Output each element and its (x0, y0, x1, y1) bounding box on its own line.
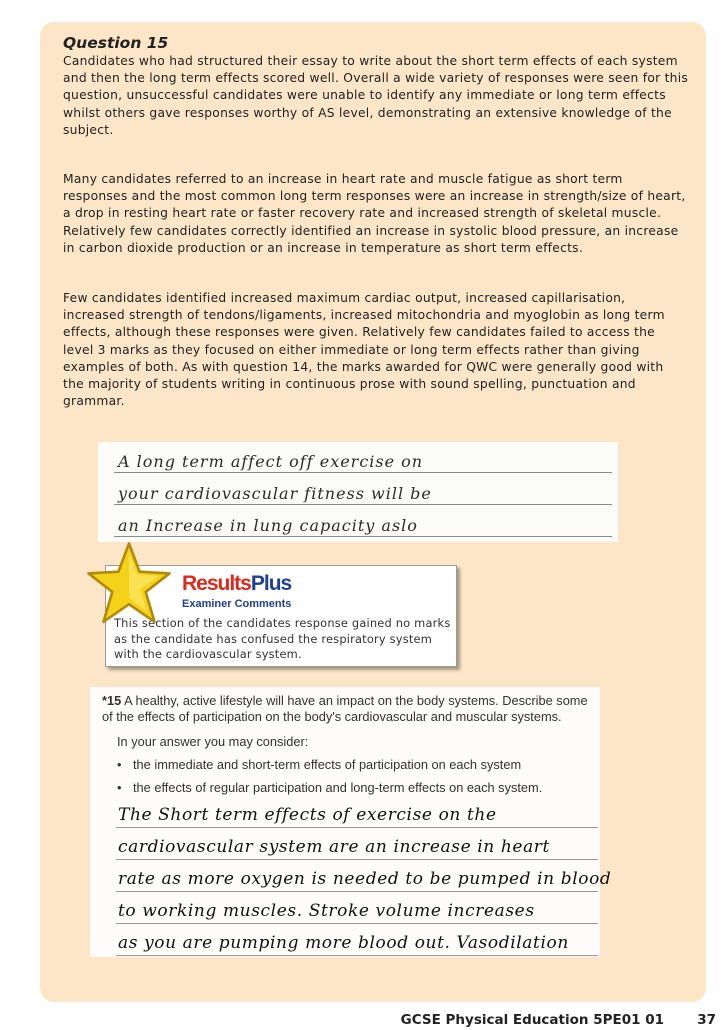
answer-rule (116, 955, 598, 956)
answer-line-5: as you are pumping more blood out. Vasodilation (118, 933, 569, 953)
answer-line-4: to working muscles. Stroke volume increases (118, 901, 535, 921)
exam-question (102, 693, 592, 725)
paragraph-1: Candidates who had structured their essay to write about the short term effects of each system and then the long term effects scored well. Overall a wide variety of responses were seen for this question, unsuccessful candidates were unable to identify any immediate or long term effects whilst others gave responses worthy of AS level, demonstrating an extensive knowledge of the subject. (63, 54, 689, 137)
consider-label: In your answer you may consider: (117, 734, 309, 749)
handwriting-line-1: A long term affect off exercise on (118, 452, 424, 471)
paragraph-3: Few candidates identified increased maximum cardiac output, increased capillarisation, increased strength of tendons/ligaments, increased mitochondria and myoglobin as long term effects, although these responses were given. Relatively few candidates failed to access the level 3 marks as they focused on either immediate or long term effects rather than giving examples of both. As with question 14, the marks awarded for QWC were generally good with the majority of students writing in continuous prose with sound spelling, punctuation and grammar. (63, 291, 665, 409)
logo-plus-text: Plus (250, 572, 292, 595)
answer-rule (116, 891, 598, 892)
ruled-line (114, 472, 612, 473)
paragraph-2: Many candidates referred to an increase in heart rate and muscle fatigue as short term responses and the most common long term responses were an increase in strength/size of heart, a drop in resting heart rate or faster recovery rate and increased strength of skeletal muscle. Relatively few candidates correctly identified an increase in systolic blood pressure, an increase in carbon dioxide production or an increase in temperature as short term effects. (63, 172, 686, 255)
handwriting-line-2: your cardiovascular fitness will be (118, 484, 432, 503)
question-number: *15 (102, 693, 122, 708)
bullet-text: the effects of regular participation and long-term effects on each system. (133, 780, 543, 795)
answer-rule (116, 923, 598, 924)
exam-extract (90, 687, 612, 957)
answer-line-3: rate as more oxygen is needed to be pumped in blood (118, 869, 612, 889)
ruled-line (114, 536, 612, 537)
question-section (63, 34, 688, 410)
answer-line-2: cardiovascular system are an increase in heart (118, 837, 550, 857)
ruled-line (114, 504, 612, 505)
page-number: 37 (697, 1012, 716, 1028)
footer-title: GCSE Physical Education 5PE01 01 (400, 1012, 664, 1028)
star-icon (85, 540, 173, 628)
logo-results-text: Results (182, 572, 251, 595)
examiner-comments-heading: Examiner Comments (182, 598, 292, 610)
question-title: Question 15 (63, 34, 169, 52)
handwriting-line-3: an Increase in lung capacity aslo (118, 516, 418, 535)
bullet-item-1: • the immediate and short-term effects of participation on each system (117, 757, 522, 772)
bullet-text: the immediate and short-term effects of participation on each system (133, 757, 522, 772)
question-text: A healthy, active lifestyle will have an impact on the body systems. Describe some of the effects of participation on the body's cardiovascular and muscular systems. (102, 693, 588, 724)
results-plus-logo (182, 572, 291, 596)
answer-line-1: The Short term effects of exercise on the (118, 805, 497, 825)
page-footer (0, 1010, 728, 1030)
answer-rule (116, 827, 598, 828)
handwriting-sample-1 (98, 442, 618, 542)
answer-rule (116, 859, 598, 860)
examiner-comment-text: This section of the candidates response gained no marks as the candidate has confused the respiratory system with the cardiovascular system. (114, 616, 451, 662)
bullet-item-2: • the effects of regular participation and long-term effects on each system. (117, 780, 543, 795)
